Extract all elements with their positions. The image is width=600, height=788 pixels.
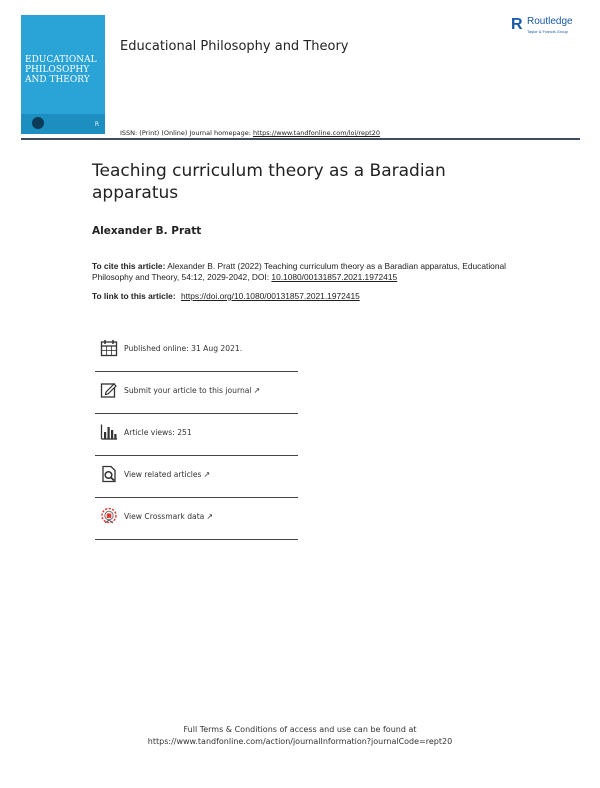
external-link-icon: ↗: [253, 386, 261, 395]
article-title: Teaching curriculum theory as a Baradian apparatus: [92, 161, 446, 203]
cover-title: EDUCATIONAL PHILOSOPHY AND THEORY: [25, 55, 97, 85]
cover-seal-icon: [32, 117, 44, 129]
published-online-row: [95, 330, 298, 372]
related-articles-text: View related articles: [124, 470, 202, 479]
issn-text: ISSN: (Print) (Online) Journal homepage:: [120, 129, 251, 137]
article-views-text: Article views: 251: [124, 428, 192, 437]
routledge-r-icon: R: [511, 16, 523, 33]
crossmark-link[interactable]: [124, 512, 213, 521]
issn-line: [120, 129, 380, 137]
cover-publisher-logo: R: [94, 121, 99, 128]
header-divider: [21, 138, 580, 140]
link-label: To link to this article:: [92, 291, 176, 301]
doi-link[interactable]: 10.1080/00131857.2021.1972415: [271, 272, 398, 282]
related-articles-icon: [100, 465, 118, 483]
external-link-icon: ↗: [206, 512, 214, 521]
journal-homepage-link[interactable]: https://www.tandfonline.com/loi/rept20: [252, 129, 380, 137]
publisher-subtitle: Taylor & Francis Group: [527, 29, 568, 34]
submit-article-text: Submit your article to this journal: [124, 386, 252, 395]
publisher-logo: [511, 16, 591, 40]
journal-cover: [21, 15, 105, 134]
article-link[interactable]: https://doi.org/10.1080/00131857.2021.1972415: [180, 291, 360, 301]
crossmark-icon: [100, 507, 118, 525]
related-articles-link[interactable]: [124, 470, 210, 479]
bar-chart-icon: [100, 423, 118, 441]
external-link-icon: ↗: [203, 470, 211, 479]
footer: [0, 724, 600, 748]
submit-article-link[interactable]: [124, 386, 260, 395]
footer-terms-link[interactable]: https://www.tandfonline.com/action/journalInformation?journalCode=rept20: [147, 737, 453, 746]
related-articles-row[interactable]: [95, 456, 298, 498]
article-views-row: [95, 414, 298, 456]
footer-terms-text: Full Terms & Conditions of access and use can be found at: [183, 725, 417, 734]
journal-title: Educational Philosophy and Theory: [120, 39, 349, 54]
article-link-line: [92, 291, 532, 302]
article-author: Alexander B. Pratt: [92, 225, 202, 237]
submit-article-row[interactable]: [95, 372, 298, 414]
cite-label: To cite this article:: [92, 261, 166, 271]
published-online-text: Published online: 31 Aug 2021.: [124, 344, 243, 353]
crossmark-row[interactable]: [95, 498, 298, 540]
publisher-name: Routledge: [527, 16, 573, 27]
calendar-icon: [100, 339, 118, 357]
article-info-list: [95, 330, 298, 540]
cite-text: Alexander B. Pratt (2022) Teaching curriculum theory as a Baradian apparatus, Educational Philosophy and Theory, 54:12, 2029-2042, DOI:: [92, 261, 507, 282]
crossmark-text: View Crossmark data: [124, 512, 205, 521]
citation-block: [92, 261, 532, 283]
submit-article-icon: [100, 381, 118, 399]
